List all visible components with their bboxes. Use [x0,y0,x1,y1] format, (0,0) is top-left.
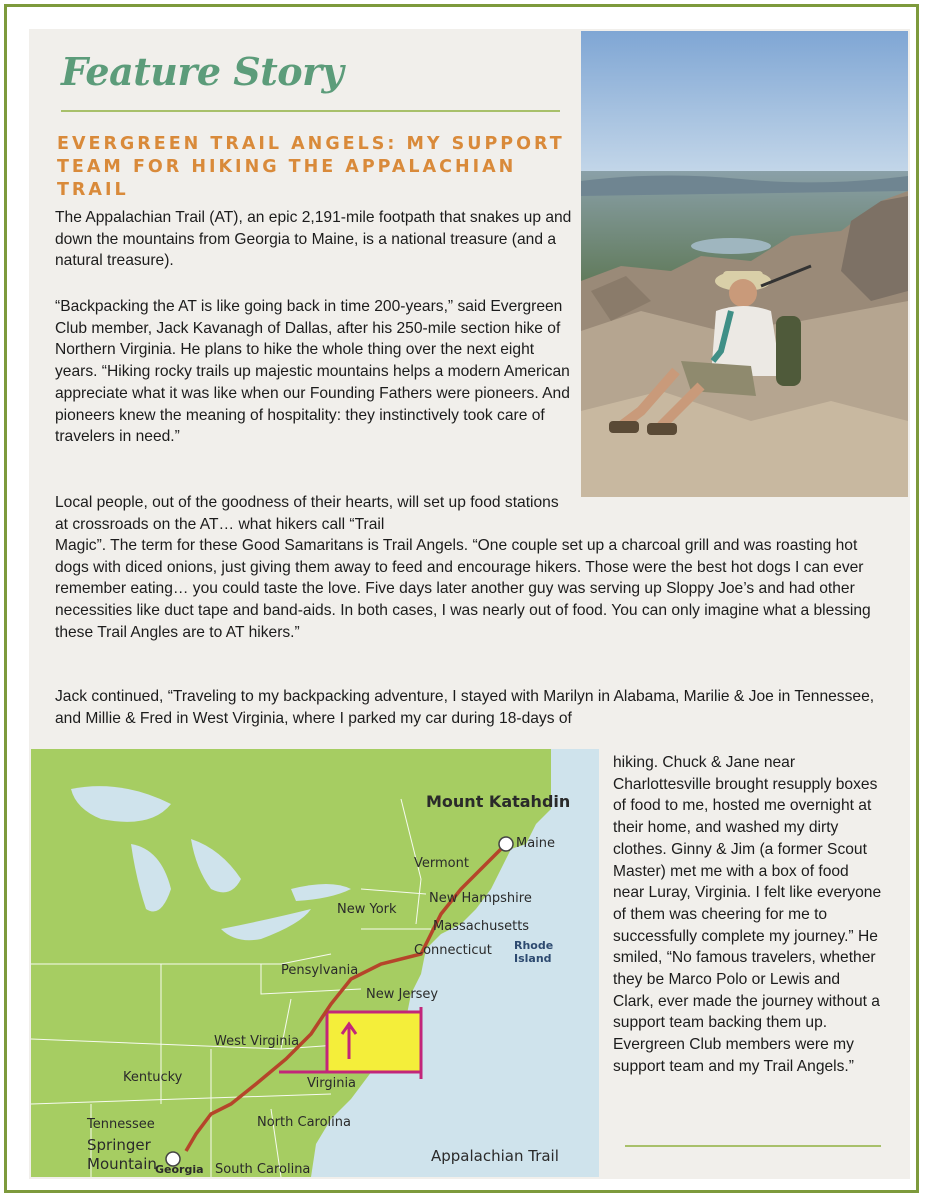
hiker-photo [581,31,908,497]
paragraph-trail-magic-start: Local people, out of the goodness of their hearts, will set up food stations at crossroads on the AT… what hikers call “Trail [55,494,559,533]
label-massachusetts: Massachusetts [433,919,530,934]
section-title: Feature Story [61,49,344,94]
paragraph-trail-magic: Magic”. The term for these Good Samaritans is Trail Angels. “One couple set up a charcoal grill and was roasting hot dogs with diced onions, just giving them away to feed and encourage hikers. Those were the best hot dogs I can ever remember eating… you could taste the love. Five days later another guy was serving up Sloppy Joe’s and had other necessities like duct tape and band-aids. In both cases, I was nearly out of food. You can only imagine what a blessing these Trail Angles are to AT hikers.” [55,537,871,641]
label-springer: Springer [87,1136,151,1154]
bottom-divider [625,1145,881,1147]
paragraph-intro: The Appalachian Trail (AT), an epic 2,191-mile footpath that snakes up and down the mountains from Georgia to Maine, is a national treasure (and a natural treasure). [55,209,572,270]
label-north-carolina: North Carolina [257,1115,351,1130]
label-tennessee: Tennessee [87,1117,155,1132]
label-south-carolina: South Carolina [215,1162,311,1177]
trail-map [31,749,599,1177]
page [29,29,910,1179]
label-katahdin: Mount Katahdin [426,792,571,811]
page-frame [4,4,919,1193]
label-new-hampshire: New Hampshire [429,891,532,906]
label-west-virginia: West Virginia [214,1034,300,1049]
article-headline: EVERGREEN TRAIL ANGELS: MY SUPPORT TEAM FOR HIKING THE APPALACHIAN TRAIL [57,134,565,200]
paragraph-quote: “Backpacking the AT is like going back in time 200-years,” said Evergreen Club member, Jack Kavanagh of Dallas, after his 250-mile section hike of Northern Virginia. He plans to hike the whole thing over the next eight years. “Hiking rocky trails up majestic mountains helps a modern American appreciate what it was like when our Founding Fathers were pioneers. And pioneers knew the meaning of hospitality: they instinctively took care of travelers in need.” [55,298,570,446]
label-vermont: Vermont [414,856,469,871]
paragraph-continued-side: hiking. Chuck & Jane near Charlottesville brought resupply boxes of food to me, hosted me overnight at their home, and washed my dirty clothes. Ginny & Jim (a former Scout Master) met me with a box of food near Luray, Virginia. I felt like everyone of them was cheering for me to successfully complete my journey.” He smiled, “No famous travelers, whether they be Marco Polo or Lewis and Clark, ever made the journey without a support team backing them up. Evergreen Club members were my support team and my Trail Angels.” [613,754,882,1075]
label-rhode: Rhode [514,939,554,952]
paragraph-continued: Jack continued, “Traveling to my backpacking adventure, I stayed with Marilyn in Alabama, Marilie & Joe in Tennessee, and Millie & Fred in West Virginia, where I parked my car during 18-days of [55,688,875,727]
label-maine: Maine [516,836,556,851]
title-divider [61,110,560,112]
label-appalachian-trail: Appalachian Trail [431,1147,559,1165]
label-mountain: Mountain [87,1155,157,1173]
label-virginia: Virginia [307,1076,357,1091]
label-georgia: Georgia [155,1163,204,1176]
label-island: Island [514,952,552,965]
label-new-jersey: New Jersey [366,987,439,1002]
label-new-york: New York [337,902,397,917]
label-pennsylvania: Pensylvania [281,963,359,978]
katahdin-marker [499,837,513,851]
label-connecticut: Connecticut [414,943,492,958]
label-kentucky: Kentucky [123,1070,183,1085]
section-highlight [327,1012,421,1072]
